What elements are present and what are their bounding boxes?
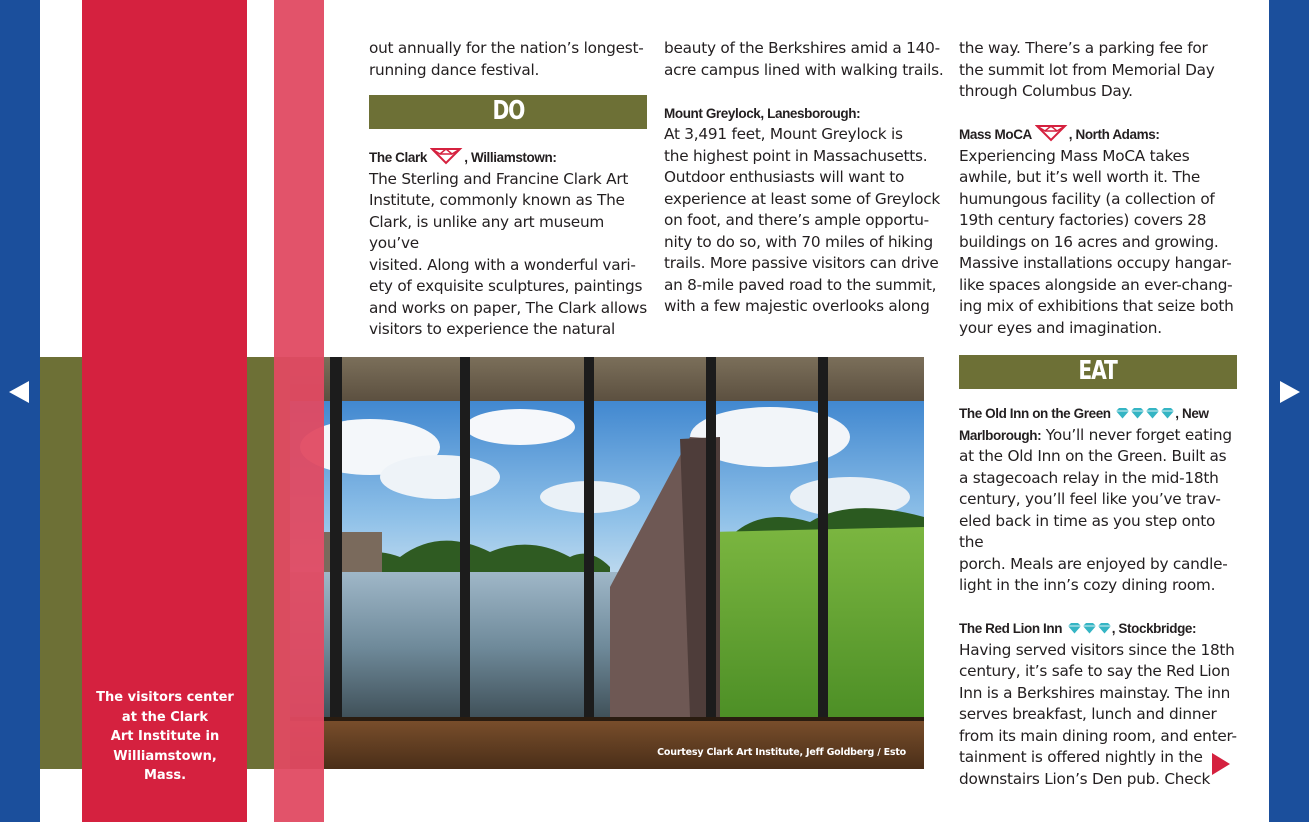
diamond-icon [1115,408,1130,419]
diamond-rating [1067,619,1112,637]
text-line: and works on paper, The Clark allows [369,298,647,317]
clark-heading [369,147,647,169]
eat-section-heading: EAT [959,355,1237,389]
text-line: Outdoor enthusiasts will want to [664,168,905,186]
text-line: humungous facility (a collection of [959,189,1215,208]
column-2 [664,38,944,318]
text-line: from its main dining room, and enter- [959,726,1237,745]
text-line [959,425,1237,447]
text-line: buildings on 16 acres and growing. [959,232,1219,251]
gem-icon [430,147,464,165]
red-lion-heading-line [959,618,1237,640]
text-line: downstairs Lion’s Den pub. Check [959,769,1211,788]
text-line: visited. Along with a wonderful vari- [369,255,636,274]
moca-heading [959,124,1237,146]
text-line: beauty of the Berkshires amid a 140- [664,39,940,57]
text-line: The Sterling and Francine Clark Art [369,169,629,188]
text-line: awhile, but it’s well worth it. The [959,168,1201,186]
text-line: porch. Meals are enjoyed by candle- [959,554,1228,573]
photo-caption [90,688,240,786]
text-line: Institute, commonly known as The [369,191,625,209]
text-line: a stagecoach relay in the mid-18th [959,468,1219,487]
red-lion-location: , Stockbridge: [1111,621,1197,636]
text-line: Experiencing Mass MoCA takes [959,146,1190,165]
clark-name: The Clark [369,150,427,165]
red-lion-name: The Red Lion Inn [959,621,1063,636]
caption-line: Art Institute in [110,729,220,744]
text-line: ety of exquisite sculptures, paintings [369,277,643,295]
text-line: century, you’ll feel like you’ve trav- [959,490,1221,508]
text-line: 19th century factories) covers 28 [959,211,1207,229]
do-section-heading: DO [369,95,647,129]
caption-line: at the Clark [121,709,209,725]
text-line: At 3,491 feet, Mount Greylock is [664,125,903,143]
text-line: experience at least some of Greylock [664,189,941,208]
photo-credit: Courtesy Clark Art Institute, Jeff Goldberg / Esto [657,747,906,758]
text-line: through Columbus Day. [959,82,1133,100]
text-line: visitors to experience the natural [369,320,616,338]
text-line: serves breakfast, lunch and dinner [959,705,1217,723]
text-line: tainment is offered nightly in the [959,748,1203,766]
pink-vertical-stripe [274,0,324,822]
caption-line: Williamstown, Mass. [113,748,217,783]
text-line: century, it’s safe to say the Red Lion [959,662,1230,680]
diamond-icon [1097,623,1112,634]
text-line: with a few majestic overlooks along [664,297,930,315]
diamond-icon [1160,408,1175,419]
text-line: the highest point in Massachusetts. [664,146,928,165]
text-line: ing mix of exhibitions that seize both [959,297,1234,315]
text-line: at the Old Inn on the Green. Built as [959,447,1227,465]
diamond-rating [1115,404,1175,422]
continue-reading-button[interactable] [1211,752,1231,776]
triangle-right-icon [1211,752,1231,776]
text-line: on foot, and there’s ample opportu- [664,211,929,229]
text-line: acre campus lined with walking trails. [664,60,944,79]
text-line: Clark, is unlike any art museum you’ve [369,212,605,252]
old-inn-first-line: You’ll never forget eating [1041,425,1232,444]
old-inn-name: The Old Inn on the Green [959,406,1111,421]
text-line: your eyes and imagination. [959,318,1162,337]
text-line: nity to do so, with 70 miles of hiking [664,232,933,251]
diamond-icon [1145,408,1160,419]
old-inn-heading-line [959,403,1237,425]
column-3 [959,38,1237,790]
next-page-button[interactable] [1276,379,1302,405]
text-line: Inn is a Berkshires mainstay. The inn [959,683,1231,702]
gem-icon [1035,124,1069,142]
text-line: eled back in time as you step onto the [959,511,1216,551]
text-line: trails. More passive visitors can drive [664,254,939,272]
diamond-icon [1130,408,1145,419]
clark-location: , Williamstown: [464,150,557,165]
chevron-right-icon [1276,379,1302,405]
chevron-left-icon [7,379,33,405]
diamond-icon [1082,623,1097,634]
old-inn-location-b: Marlborough: [959,427,1042,443]
text-line: the way. There’s a parking fee for [959,39,1208,57]
right-edge-band [1269,0,1309,822]
column-1 [369,38,647,341]
left-edge-band [0,0,40,822]
greylock-heading: Mount Greylock, Lanesborough: [664,105,861,121]
old-inn-location-a: , New [1175,406,1209,421]
previous-page-button[interactable] [7,379,33,405]
text-line: the summit lot from Memorial Day [959,60,1215,79]
text-line: Having served visitors since the 18th [959,640,1235,659]
diamond-icon [1067,623,1082,634]
text-line: Massive installations occupy hangar- [959,254,1232,272]
moca-location: , North Adams: [1068,127,1160,142]
text-line: an 8-mile paved road to the summit, [664,275,937,294]
text-line: like spaces alongside an ever-chang- [959,275,1233,294]
text-line: running dance festival. [369,60,540,79]
caption-line: The visitors center [96,690,234,705]
text-line: light in the inn’s cozy dining room. [959,576,1216,594]
clark-visitor-center-photo [290,357,924,769]
moca-name: Mass MoCA [959,127,1032,142]
text-line: out annually for the nation’s longest- [369,39,644,57]
